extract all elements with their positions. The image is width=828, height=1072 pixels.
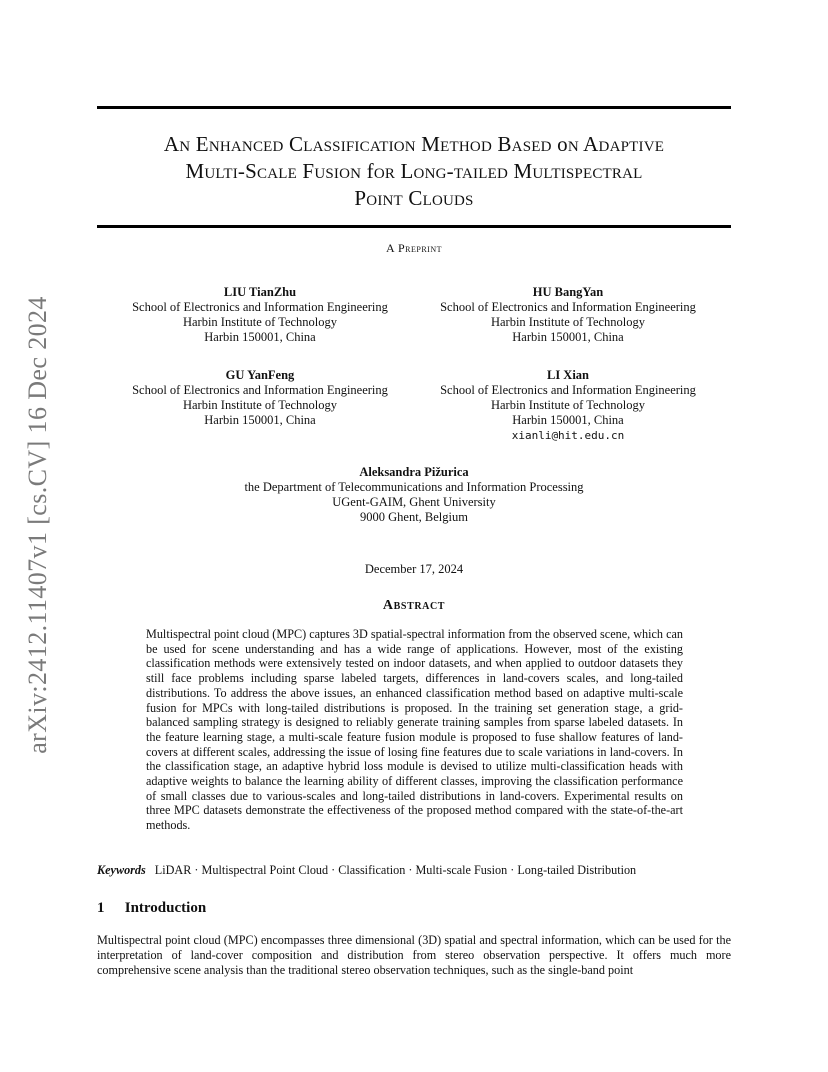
author-block [164,465,664,525]
title-line-1: An Enhanced Classification Method Based on Adaptive [163,132,665,156]
author-address: Harbin 150001, China [204,413,316,427]
section-title: Introduction [124,900,207,916]
author-block [418,368,718,443]
author-name: GU YanFeng [225,368,295,382]
author-name: LIU TianZhu [223,285,297,299]
author-address: Harbin 150001, China [512,330,624,344]
preprint-label: A Preprint [385,241,443,255]
author-address: Harbin 150001, China [204,330,316,344]
author-block [110,285,410,345]
arxiv-sidebar [18,285,58,765]
section-heading [97,900,731,917]
paper-title [90,131,738,212]
author-institution: Harbin Institute of Technology [490,315,646,329]
author-name: Aleksandra Pižurica [359,465,469,479]
author-address: 9000 Ghent, Belgium [360,510,468,524]
title-line-2: Multi-Scale Fusion for Long-tailed Multispectral [185,159,643,183]
intro-paragraph: Multispectral point cloud (MPC) encompasses three dimensional (3D) spatial and spectral information, which can be used for the interpretation of land-cover composition and distribution from stereo observation perspective. It offers much more comprehensive scene analysis than the traditional stereo observation techniques, such as the single-band point [97,933,731,977]
author-institution: UGent-GAIM, Ghent University [332,495,496,509]
keywords-list: LiDAR · Multispectral Point Cloud · Classification · Multi-scale Fusion · Long-tailed Distribution [154,863,637,877]
author-affiliation: School of Electronics and Information Engineering [132,383,388,397]
title-rule-top [97,106,731,109]
abstract-heading: Abstract [382,598,446,613]
author-block [418,285,718,345]
author-institution: Harbin Institute of Technology [490,398,646,412]
author-name: LI Xian [546,368,590,382]
author-institution: Harbin Institute of Technology [182,315,338,329]
author-address: Harbin 150001, China [512,413,624,427]
author-email: xianli@hit.edu.cn [511,429,625,442]
author-block [110,368,410,428]
keywords-line [97,863,731,878]
author-institution: Harbin Institute of Technology [182,398,338,412]
author-name: HU BangYan [532,285,604,299]
abstract-body: Multispectral point cloud (MPC) captures 3D spatial-spectral information from the observed scene, which can be used for scene understanding and has a wide range of applications. However, most of the existing classification methods were extensively tested on indoor datasets, and when applied to outdoor datasets they still face problems including sparse labeled targets, differences in land-covers scales, and long-tailed distributions. To address the above issues, an enhanced classification method based on adaptive multi-scale fusion for MPCs with long-tailed distributions is proposed. In the training set generation stage, a grid-balanced sampling strategy is designed to reliably generate training samples from sparse labeled datasets. In the feature learning stage, a multi-scale feature fusion module is proposed to fuse shallow features of land-covers at different scales, addressing the issue of losing fine features due to scale variations in land-covers. In the classification stage, an adaptive hybrid loss module is devised to utilize multi-classification heads with adaptive weights to balance the learning ability of different classes, improving the classification performance of small classes due to various-scales and long-tailed distributions in land-covers. Experimental results on three MPC datasets demonstrate the effectiveness of the proposed method compared with the state-of-the-art methods. [146,627,683,833]
author-affiliation: School of Electronics and Information Engineering [440,300,696,314]
keywords-label: Keywords [97,863,146,877]
author-affiliation: School of Electronics and Information Engineering [440,383,696,397]
section-number: 1 [97,900,105,916]
title-rule-bottom [97,225,731,228]
author-affiliation: the Department of Telecommunications and Information Processing [244,480,584,494]
arxiv-stamp: arXiv:2412.11407v1 [cs.CV] 16 Dec 2024 [23,296,52,754]
author-affiliation: School of Electronics and Information Engineering [132,300,388,314]
title-line-3: Point Clouds [354,186,474,210]
paper-date: December 17, 2024 [364,562,464,576]
